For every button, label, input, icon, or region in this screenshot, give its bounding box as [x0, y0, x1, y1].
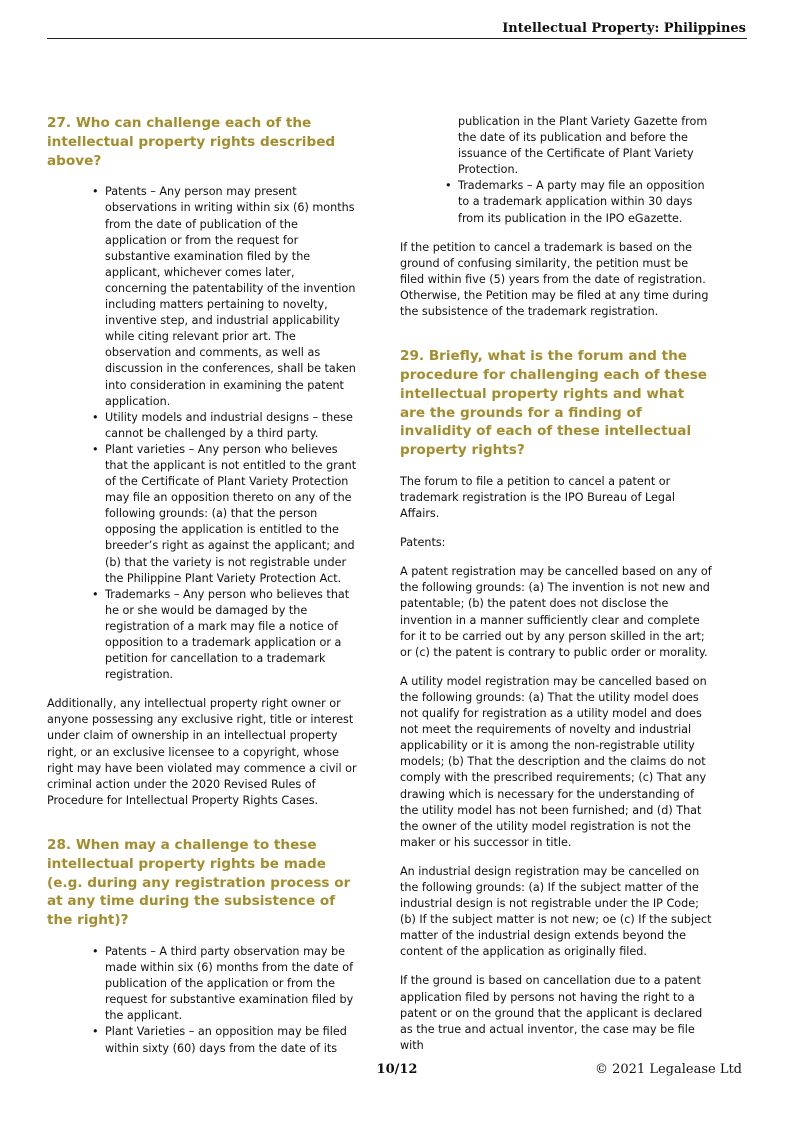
paragraph: A utility model registration may be cancelled based on the following grounds: (a) That the utility model does not qualify for registration as a utility model and does not meet the requirements of novelty and industrial applicability or it is among the non-registrable utility models; (b) That the description and the claims do not comply with the prescribed requirements; (c) That any drawing which is necessary for the understanding of the utility model has not been furnished; and (d) That the owner of the utility model registration is not the maker or his successor in title. [400, 674, 707, 849]
paragraph: Additionally, any intellectual property right owner or anyone possessing any exclusive right, title or interest under claim of ownership in an intellectual property right, or an exclusive licensee to a copyright, whose right may have been violated may commence a civil or criminal action under the 2020 Revised Rules of Procedure for Intellectual Property Rights Cases. [47, 697, 357, 807]
left-column [47, 114, 359, 1070]
question-28-list [47, 944, 359, 1057]
list-item: • Patents – Any person may present observations in writing within six (6) months from the date of publication of the application or from the request for substantive examination filed by the applicant, whichever comes later, concerning the patentability of the invention including matters pertaining to novelty, inventive step, and industrial applicability while citing relevant prior art. The observation and comments, as well as discussion in the conferences, shall be taken into consideration in examining the patent application. [105, 184, 359, 409]
list-item: • Trademarks – Any person who believes that he or she would be damaged by the registration of a mark may file a notice of opposition to a trademark application or a petition for cancellation to a trademark registration. [105, 587, 359, 684]
question-28-heading: 28. When may a challenge to these intellectual property rights be made (e.g. during any registration process or at any time during the subsistence of the right)? [47, 836, 351, 929]
paragraph: A patent registration may be cancelled based on any of the following grounds: (a) The invention is not new and patentable; (b) the patent does not disclose the invention in a manner sufficiently clear and complete for it to be carried out by any person skilled in the art; or (c) the patent is contrary to public order or morality. [400, 565, 712, 659]
list-item: • Patents – A third party observation may be made within six (6) months from the date of publication of the application or from the request for substantive examination filed by the applicant. [105, 944, 359, 1024]
paragraph: If the ground is based on cancellation due to a patent application filed by persons not having the right to a patent or on the ground that the applicant is declared as the true and actual inventor, the case may be file with [400, 974, 703, 1052]
question-27-list [47, 184, 359, 683]
list-item: • Plant varieties – Any person who believes that the applicant is not entitled to the grant of the Certificate of Plant Variety Protection may file an opposition thereto on any of the following grounds: (a) that the person opposing the application is entitled to the breeder’s right as against the applicant; and (b) that the variety is not registrable under the Philippine Plant Variety Protection Act. [105, 442, 359, 587]
right-column [400, 114, 712, 1067]
paragraph: If the petition to cancel a trademark is based on the ground of confusing similarity, the petition must be filed within five (5) years from the date of registration. Otherwise, the Petition may be filed at any time during the subsistence of the trademark registration. [400, 240, 709, 319]
list-continuation: publication in the Plant Variety Gazette from the date of its publication and before the issuance of the Certificate of Plant Variety Protection. [458, 115, 708, 177]
paragraph: Patents: [400, 536, 446, 550]
question-29-heading: 29. Briefly, what is the forum and the procedure for challenging each of these intellectual property rights and what are the grounds for a finding of invalidity of each of these intellectual property rights? [400, 348, 708, 459]
list-item: • Plant Varieties – an opposition may be filed within sixty (60) days from the date of its [105, 1024, 359, 1056]
question-28-list-continued [400, 178, 712, 226]
paragraph: The forum to file a petition to cancel a patent or trademark registration is the IPO Bureau of Legal Affairs. [400, 474, 675, 521]
list-item: • Utility models and industrial designs – these cannot be challenged by a third party. [105, 410, 359, 442]
header-divider [47, 38, 747, 39]
paragraph: An industrial design registration may be cancelled on the following grounds: (a) If the subject matter of the industrial design is not registrable under the IP Code; (b) If the subject matter is not new; oe (c) If the subject matter of the industrial design extends beyond the content of the application as originally filed. [400, 864, 712, 959]
list-item: • Trademarks – A party may file an opposition to a trademark application within 30 days from its publication in the IPO eGazette. [458, 178, 712, 226]
running-header-title: Intellectual Property: Philippines [502, 21, 746, 36]
question-27-heading: 27. Who can challenge each of the intellectual property rights described above? [47, 115, 336, 169]
page-number: 10/12 [376, 1062, 418, 1077]
copyright-notice: © 2021 Legalease Ltd [594, 1062, 742, 1077]
